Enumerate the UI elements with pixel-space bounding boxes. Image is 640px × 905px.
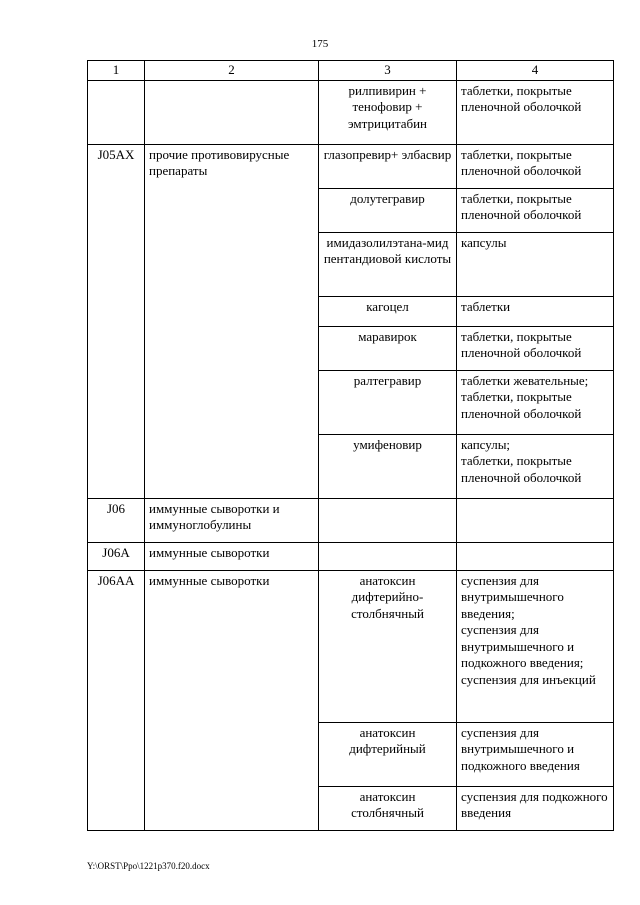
dosage-form-cell: суспензия для внутримышечного и подкожного введения	[457, 722, 614, 786]
drug-name-cell: анатоксин столбнячный	[319, 786, 457, 830]
table-row	[88, 144, 614, 188]
dosage-form-cell: таблетки, покрытые пленочной оболочкой	[457, 188, 614, 232]
dosage-form-cell: таблетки, покрытые пленочной оболочкой	[457, 80, 614, 144]
dosage-form-cell: таблетки, покрытые пленочной оболочкой	[457, 144, 614, 188]
table-row	[88, 570, 614, 722]
group-cell: иммунные сыворотки и иммуноглобулины	[145, 498, 319, 542]
atc-code-cell: J06A	[88, 542, 145, 570]
dosage-form-cell: суспензия для внутримышечного введения; суспензия для внутримышечного и подкожного введения; суспензия для инъекций	[457, 570, 614, 722]
column-header: 2	[145, 61, 319, 81]
dosage-form-cell: таблетки жевательные; таблетки, покрытые пленочной оболочкой	[457, 370, 614, 434]
drug-name-cell: имидазолилэтана-мид пентандиовой кислоты	[319, 232, 457, 296]
dosage-form-cell	[457, 542, 614, 570]
dosage-form-cell: капсулы; таблетки, покрытые пленочной оболочкой	[457, 434, 614, 498]
column-header: 3	[319, 61, 457, 81]
group-cell: иммунные сыворотки	[145, 570, 319, 830]
table-row	[88, 498, 614, 542]
dosage-form-cell: таблетки	[457, 296, 614, 326]
table-row	[88, 80, 614, 144]
drug-name-cell: кагоцел	[319, 296, 457, 326]
atc-code-cell	[88, 80, 145, 144]
drug-name-cell	[319, 542, 457, 570]
group-cell: прочие противовирусные препараты	[145, 144, 319, 498]
dosage-form-cell: таблетки, покрытые пленочной оболочкой	[457, 326, 614, 370]
drug-name-cell: долутегравир	[319, 188, 457, 232]
footer-file-path: Y:\ORST\Ppo\1221p370.f20.docx	[87, 861, 210, 871]
drug-name-cell: глазопревир+ элбасвир	[319, 144, 457, 188]
group-cell: иммунные сыворотки	[145, 542, 319, 570]
column-header: 1	[88, 61, 145, 81]
dosage-form-cell: суспензия для подкожного введения	[457, 786, 614, 830]
drug-name-cell: анатоксин дифтерийный	[319, 722, 457, 786]
table-row	[88, 542, 614, 570]
atc-code-cell: J05AX	[88, 144, 145, 498]
drug-name-cell: анатоксин дифтерийно-столбнячный	[319, 570, 457, 722]
dosage-form-cell	[457, 498, 614, 542]
dosage-form-cell: капсулы	[457, 232, 614, 296]
drug-table	[87, 60, 614, 831]
atc-code-cell: J06	[88, 498, 145, 542]
page-number: 175	[311, 38, 329, 50]
atc-code-cell: J06AA	[88, 570, 145, 830]
group-cell	[145, 80, 319, 144]
drug-name-cell: умифеновир	[319, 434, 457, 498]
header-row	[88, 61, 614, 81]
drug-name-cell: ралтегравир	[319, 370, 457, 434]
drug-name-cell: рилпивирин + тенофовир + эмтрицитабин	[319, 80, 457, 144]
drug-name-cell	[319, 498, 457, 542]
column-header: 4	[457, 61, 614, 81]
drug-name-cell: маравирок	[319, 326, 457, 370]
